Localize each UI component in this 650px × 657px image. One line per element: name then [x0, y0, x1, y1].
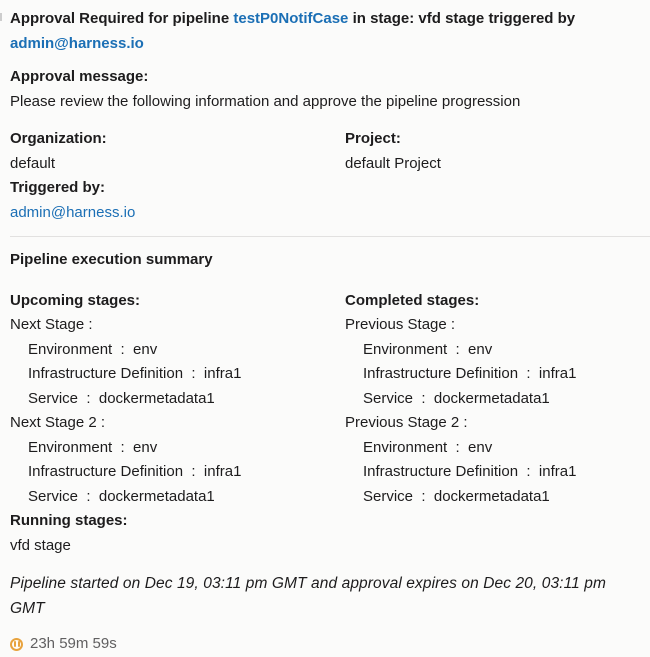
project-label: Project:: [345, 130, 401, 147]
schedule-note: Pipeline started on Dec 19, 03:11 pm GMT and approval expires on Dec 20, 03:11 pm GMT: [10, 575, 606, 617]
stage-detail: Service : dockermetadata1: [363, 487, 550, 505]
triggered-by-label: Triggered by:: [10, 179, 106, 196]
stage-detail: Infrastructure Definition : infra1: [28, 365, 242, 382]
details-right-column: [345, 127, 644, 225]
countdown-timer: 23h 59m 59s: [30, 635, 117, 652]
message-title: [10, 7, 644, 56]
approval-message-text: Please review the following information and approve the pipeline progression: [10, 92, 521, 110]
countdown-row: [10, 632, 644, 657]
stage-detail: Infrastructure Definition : infra1: [363, 365, 577, 382]
details-grid: [10, 127, 644, 225]
stage-detail: Environment : env: [363, 438, 493, 456]
approval-message-label: Approval message:: [10, 68, 149, 85]
project-value: default Project: [345, 154, 441, 172]
running-stages-label: Running stages:: [10, 512, 128, 529]
completed-stages-column: [345, 289, 644, 510]
running-stages-value: vfd stage: [10, 536, 71, 554]
organization-value: default: [10, 154, 56, 172]
title-middle: in stage: vfd stage triggered by: [348, 10, 576, 27]
triggered-by-email-link[interactable]: admin@harness.io: [10, 203, 136, 221]
stage-detail: Service : dockermetadata1: [28, 487, 215, 505]
stage-detail: Environment : env: [28, 340, 158, 358]
triggered-by-value: [10, 201, 345, 226]
title-prefix: Approval Required for pipeline: [10, 10, 234, 27]
upcoming-stages-label: Upcoming stages:: [10, 291, 141, 309]
stage-name: Previous Stage :: [345, 316, 456, 333]
triggered-by-user-link[interactable]: admin@harness.io: [10, 34, 144, 52]
stages-grid: [10, 289, 644, 510]
stage-detail: Environment : env: [28, 438, 158, 456]
approval-notification-card: [10, 7, 644, 657]
stage-name: Next Stage :: [10, 316, 93, 333]
title-line-1: [10, 7, 644, 32]
organization-label: Organization:: [10, 130, 107, 147]
stage-detail: Service : dockermetadata1: [28, 389, 215, 407]
section-divider: [10, 236, 650, 237]
upcoming-stages-column: [10, 289, 345, 510]
title-line-2: [10, 32, 644, 57]
stage-detail: Service : dockermetadata1: [363, 389, 550, 407]
stage-name: Previous Stage 2 :: [345, 414, 468, 431]
details-left-column: [10, 127, 345, 225]
stage-detail: Infrastructure Definition : infra1: [28, 463, 242, 480]
approval-message-section: [10, 65, 644, 114]
stage-detail: Environment : env: [363, 340, 493, 358]
pipeline-link[interactable]: testP0NotifCase: [233, 10, 349, 27]
pause-icon: [10, 638, 23, 651]
completed-stages-label: Completed stages:: [345, 291, 480, 309]
left-edge-artifact: [0, 13, 2, 21]
pipeline-summary-heading: Pipeline execution summary: [10, 251, 213, 268]
stage-name: Next Stage 2 :: [10, 414, 106, 431]
stage-detail: Infrastructure Definition : infra1: [363, 463, 577, 480]
